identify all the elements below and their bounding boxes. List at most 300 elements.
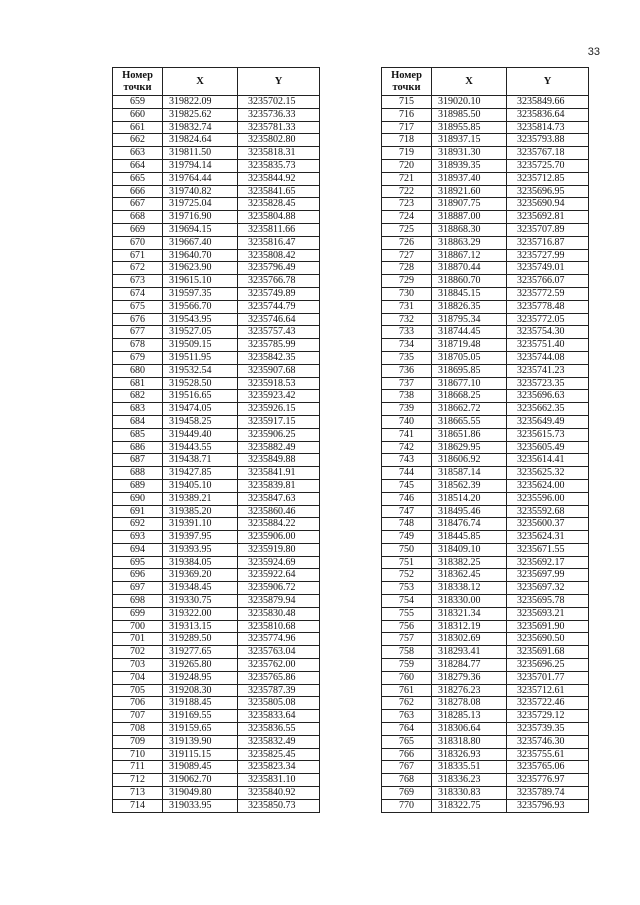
point-number-cell: 754: [382, 595, 432, 608]
x-coordinate-cell: 318744.45: [432, 326, 507, 339]
table-row: [382, 492, 589, 505]
table-row: [113, 262, 320, 275]
table-row: [113, 134, 320, 147]
x-coordinate-cell: 319330.75: [163, 595, 238, 608]
point-number-cell: 689: [113, 479, 163, 492]
point-number-cell: 764: [382, 723, 432, 736]
x-coordinate-cell: 318860.70: [432, 275, 507, 288]
y-coordinate-cell: 3235692.81: [507, 211, 589, 224]
point-number-cell: 687: [113, 454, 163, 467]
y-coordinate-cell: 3235614.41: [507, 454, 589, 467]
y-coordinate-cell: 3235746.64: [238, 313, 320, 326]
y-coordinate-cell: 3235766.07: [507, 275, 589, 288]
point-number-cell: 704: [113, 671, 163, 684]
y-coordinate-cell: 3235772.59: [507, 287, 589, 300]
y-coordinate-cell: 3235802.80: [238, 134, 320, 147]
x-coordinate-cell: 319509.15: [163, 339, 238, 352]
x-coordinate-cell: 319248.95: [163, 671, 238, 684]
table-row: [113, 223, 320, 236]
y-coordinate-cell: 3235832.49: [238, 735, 320, 748]
y-coordinate-cell: 3235744.08: [507, 351, 589, 364]
table-row: [113, 492, 320, 505]
y-coordinate-cell: 3235839.81: [238, 479, 320, 492]
table-row: [113, 595, 320, 608]
x-coordinate-cell: 319597.35: [163, 287, 238, 300]
x-coordinate-cell: 319566.70: [163, 300, 238, 313]
table-row: [113, 287, 320, 300]
y-coordinate-cell: 3235831.10: [238, 774, 320, 787]
x-coordinate-cell: 319393.95: [163, 543, 238, 556]
x-coordinate-cell: 319020.10: [432, 96, 507, 109]
x-coordinate-cell: 319740.82: [163, 185, 238, 198]
point-number-cell: 713: [113, 787, 163, 800]
x-coordinate-cell: 318495.46: [432, 505, 507, 518]
table-row: [382, 723, 589, 736]
table-row: [382, 556, 589, 569]
y-coordinate-cell: 3235814.73: [507, 121, 589, 134]
y-coordinate-cell: 3235841.91: [238, 467, 320, 480]
table-row: [382, 403, 589, 416]
point-number-cell: 660: [113, 108, 163, 121]
y-coordinate-cell: 3235763.04: [238, 646, 320, 659]
y-coordinate-cell: 3235702.15: [238, 96, 320, 109]
table-row: [113, 620, 320, 633]
table-row: [382, 377, 589, 390]
y-coordinate-cell: 3235662.35: [507, 403, 589, 416]
y-coordinate-cell: 3235785.99: [238, 339, 320, 352]
y-coordinate-cell: 3235765.06: [507, 761, 589, 774]
table-row: [113, 364, 320, 377]
x-coordinate-cell: 318907.75: [432, 198, 507, 211]
table-row: [382, 633, 589, 646]
point-number-cell: 692: [113, 518, 163, 531]
coordinates-table-left: [112, 67, 320, 813]
table-row: [113, 339, 320, 352]
point-number-cell: 768: [382, 774, 432, 787]
y-coordinate-cell: 3235765.86: [238, 671, 320, 684]
table-row: [113, 518, 320, 531]
x-coordinate-cell: 319313.15: [163, 620, 238, 633]
table-row: [382, 531, 589, 544]
x-coordinate-cell: 319289.50: [163, 633, 238, 646]
x-coordinate-cell: 319528.50: [163, 377, 238, 390]
point-number-cell: 763: [382, 710, 432, 723]
table-row: [382, 543, 589, 556]
x-coordinate-cell: 318409.10: [432, 543, 507, 556]
point-number-cell: 674: [113, 287, 163, 300]
point-number-cell: 757: [382, 633, 432, 646]
table-row: [113, 121, 320, 134]
table-row: [113, 633, 320, 646]
y-coordinate-cell: 3235754.30: [507, 326, 589, 339]
x-coordinate-cell: 319049.80: [163, 787, 238, 800]
point-number-cell: 668: [113, 211, 163, 224]
point-number-cell: 682: [113, 390, 163, 403]
y-coordinate-cell: 3235793.88: [507, 134, 589, 147]
point-number-cell: 744: [382, 467, 432, 480]
table-row: [382, 607, 589, 620]
table-row: [113, 787, 320, 800]
y-coordinate-cell: 3235836.64: [507, 108, 589, 121]
point-number-cell: 717: [382, 121, 432, 134]
y-coordinate-cell: 3235696.63: [507, 390, 589, 403]
table-row: [113, 659, 320, 672]
point-number-cell: 728: [382, 262, 432, 275]
y-coordinate-cell: 3235696.25: [507, 659, 589, 672]
table-row: [382, 620, 589, 633]
point-number-cell: 753: [382, 582, 432, 595]
y-coordinate-cell: 3235778.48: [507, 300, 589, 313]
x-coordinate-cell: 319115.15: [163, 748, 238, 761]
x-coordinate-cell: 319089.45: [163, 761, 238, 774]
x-coordinate-cell: 318335.51: [432, 761, 507, 774]
point-number-cell: 750: [382, 543, 432, 556]
point-number-cell: 725: [382, 223, 432, 236]
point-number-cell: 665: [113, 172, 163, 185]
y-coordinate-cell: 3235805.08: [238, 697, 320, 710]
point-number-cell: 709: [113, 735, 163, 748]
x-coordinate-cell: 318651.86: [432, 428, 507, 441]
x-coordinate-cell: 318939.35: [432, 159, 507, 172]
x-coordinate-cell: 318321.34: [432, 607, 507, 620]
x-coordinate-cell: 318921.60: [432, 185, 507, 198]
y-coordinate-cell: 3235729.12: [507, 710, 589, 723]
header-y: Y: [238, 68, 320, 96]
y-coordinate-cell: 3235808.42: [238, 249, 320, 262]
table-row: [113, 607, 320, 620]
x-coordinate-cell: 319397.95: [163, 531, 238, 544]
y-coordinate-cell: 3235695.78: [507, 595, 589, 608]
point-number-cell: 685: [113, 428, 163, 441]
point-number-cell: 730: [382, 287, 432, 300]
y-coordinate-cell: 3235776.97: [507, 774, 589, 787]
table-row: [113, 108, 320, 121]
x-coordinate-cell: 319438.71: [163, 454, 238, 467]
y-coordinate-cell: 3235906.72: [238, 582, 320, 595]
y-coordinate-cell: 3235828.45: [238, 198, 320, 211]
point-number-cell: 708: [113, 723, 163, 736]
x-coordinate-cell: 319716.90: [163, 211, 238, 224]
point-number-cell: 732: [382, 313, 432, 326]
point-number-cell: 742: [382, 441, 432, 454]
table-row: [382, 211, 589, 224]
x-coordinate-cell: 319369.20: [163, 569, 238, 582]
point-number-cell: 727: [382, 249, 432, 262]
x-coordinate-cell: 318279.36: [432, 671, 507, 684]
table-row: [382, 582, 589, 595]
x-coordinate-cell: 318845.15: [432, 287, 507, 300]
table-row: [382, 185, 589, 198]
point-number-cell: 679: [113, 351, 163, 364]
table-row: [113, 96, 320, 109]
y-coordinate-cell: 3235691.90: [507, 620, 589, 633]
point-number-cell: 666: [113, 185, 163, 198]
x-coordinate-cell: 319169.55: [163, 710, 238, 723]
x-coordinate-cell: 318330.83: [432, 787, 507, 800]
point-number-cell: 707: [113, 710, 163, 723]
x-coordinate-cell: 318276.23: [432, 684, 507, 697]
x-coordinate-cell: 318306.64: [432, 723, 507, 736]
page-number: 33: [587, 46, 600, 58]
x-coordinate-cell: 319764.44: [163, 172, 238, 185]
y-coordinate-cell: 3235849.88: [238, 454, 320, 467]
point-number-cell: 690: [113, 492, 163, 505]
x-coordinate-cell: 318322.75: [432, 799, 507, 812]
table-row: [382, 96, 589, 109]
table-row: [113, 710, 320, 723]
y-coordinate-cell: 3235830.48: [238, 607, 320, 620]
table-row: [382, 121, 589, 134]
table-row: [382, 198, 589, 211]
y-coordinate-cell: 3235849.66: [507, 96, 589, 109]
table-row: [382, 428, 589, 441]
point-number-cell: 705: [113, 684, 163, 697]
point-number-cell: 699: [113, 607, 163, 620]
y-coordinate-cell: 3235712.61: [507, 684, 589, 697]
x-coordinate-cell: 318868.30: [432, 223, 507, 236]
table-row: [113, 723, 320, 736]
point-number-cell: 696: [113, 569, 163, 582]
table-row: [113, 646, 320, 659]
y-coordinate-cell: 3235774.96: [238, 633, 320, 646]
x-coordinate-cell: 319348.45: [163, 582, 238, 595]
y-coordinate-cell: 3235923.42: [238, 390, 320, 403]
x-coordinate-cell: 319033.95: [163, 799, 238, 812]
x-coordinate-cell: 318826.35: [432, 300, 507, 313]
y-coordinate-cell: 3235924.69: [238, 556, 320, 569]
table-row: [113, 671, 320, 684]
x-coordinate-cell: 318293.41: [432, 646, 507, 659]
y-coordinate-cell: 3235749.01: [507, 262, 589, 275]
table-row: [382, 467, 589, 480]
y-coordinate-cell: 3235762.00: [238, 659, 320, 672]
table-row: [382, 249, 589, 262]
x-coordinate-cell: 318326.93: [432, 748, 507, 761]
table-row: [113, 326, 320, 339]
y-coordinate-cell: 3235907.68: [238, 364, 320, 377]
x-coordinate-cell: 319384.05: [163, 556, 238, 569]
y-coordinate-cell: 3235836.55: [238, 723, 320, 736]
x-coordinate-cell: 318318.80: [432, 735, 507, 748]
x-coordinate-cell: 319277.65: [163, 646, 238, 659]
x-coordinate-cell: 319449.40: [163, 428, 238, 441]
y-coordinate-cell: 3235596.00: [507, 492, 589, 505]
x-coordinate-cell: 318955.85: [432, 121, 507, 134]
point-number-cell: 695: [113, 556, 163, 569]
x-coordinate-cell: 318985.50: [432, 108, 507, 121]
table-row: [382, 313, 589, 326]
table-row: [113, 249, 320, 262]
x-coordinate-cell: 318695.85: [432, 364, 507, 377]
point-number-cell: 751: [382, 556, 432, 569]
point-number-cell: 762: [382, 697, 432, 710]
x-coordinate-cell: 319832.74: [163, 121, 238, 134]
y-coordinate-cell: 3235741.23: [507, 364, 589, 377]
x-coordinate-cell: 318330.00: [432, 595, 507, 608]
point-number-cell: 697: [113, 582, 163, 595]
x-coordinate-cell: 318629.95: [432, 441, 507, 454]
table-row: [382, 646, 589, 659]
point-number-cell: 765: [382, 735, 432, 748]
point-number-cell: 739: [382, 403, 432, 416]
point-number-cell: 680: [113, 364, 163, 377]
y-coordinate-cell: 3235811.66: [238, 223, 320, 236]
table-row: [113, 684, 320, 697]
table-row: [113, 275, 320, 288]
y-coordinate-cell: 3235746.30: [507, 735, 589, 748]
table-row: [113, 428, 320, 441]
x-coordinate-cell: 319822.09: [163, 96, 238, 109]
table-row: [382, 300, 589, 313]
x-coordinate-cell: 318867.12: [432, 249, 507, 262]
table-row: [382, 595, 589, 608]
point-number-cell: 748: [382, 518, 432, 531]
table-row: [382, 390, 589, 403]
table-row: [382, 415, 589, 428]
table-row: [113, 403, 320, 416]
table-row: [382, 147, 589, 160]
y-coordinate-cell: 3235835.73: [238, 159, 320, 172]
y-coordinate-cell: 3235818.31: [238, 147, 320, 160]
y-coordinate-cell: 3235840.92: [238, 787, 320, 800]
table-row: [382, 505, 589, 518]
table-row: [113, 582, 320, 595]
y-coordinate-cell: 3235918.53: [238, 377, 320, 390]
point-number-cell: 675: [113, 300, 163, 313]
x-coordinate-cell: 318665.55: [432, 415, 507, 428]
x-coordinate-cell: 318362.45: [432, 569, 507, 582]
point-number-cell: 733: [382, 326, 432, 339]
point-number-cell: 671: [113, 249, 163, 262]
y-coordinate-cell: 3235847.63: [238, 492, 320, 505]
y-coordinate-cell: 3235736.33: [238, 108, 320, 121]
point-number-cell: 684: [113, 415, 163, 428]
x-coordinate-cell: 318302.69: [432, 633, 507, 646]
x-coordinate-cell: 318937.15: [432, 134, 507, 147]
table-row: [113, 198, 320, 211]
y-coordinate-cell: 3235842.35: [238, 351, 320, 364]
table-row: [382, 697, 589, 710]
point-number-cell: 701: [113, 633, 163, 646]
y-coordinate-cell: 3235919.80: [238, 543, 320, 556]
point-number-cell: 735: [382, 351, 432, 364]
point-number-cell: 724: [382, 211, 432, 224]
table-row: [113, 531, 320, 544]
table-row: [113, 441, 320, 454]
table-row: [382, 275, 589, 288]
y-coordinate-cell: 3235739.35: [507, 723, 589, 736]
x-coordinate-cell: 319139.90: [163, 735, 238, 748]
y-coordinate-cell: 3235781.33: [238, 121, 320, 134]
table-row: [113, 172, 320, 185]
y-coordinate-cell: 3235757.43: [238, 326, 320, 339]
point-number-cell: 737: [382, 377, 432, 390]
table-row: [382, 172, 589, 185]
y-coordinate-cell: 3235712.85: [507, 172, 589, 185]
point-number-cell: 688: [113, 467, 163, 480]
table-row: [382, 339, 589, 352]
point-number-cell: 759: [382, 659, 432, 672]
table-row: [382, 799, 589, 812]
y-coordinate-cell: 3235767.18: [507, 147, 589, 160]
point-number-cell: 761: [382, 684, 432, 697]
table-row: [382, 787, 589, 800]
x-coordinate-cell: 318719.48: [432, 339, 507, 352]
x-coordinate-cell: 318677.10: [432, 377, 507, 390]
point-number-cell: 661: [113, 121, 163, 134]
point-number-cell: 743: [382, 454, 432, 467]
x-coordinate-cell: 319825.62: [163, 108, 238, 121]
table-row: [382, 441, 589, 454]
header-point-number: Номер точки: [113, 68, 163, 96]
x-coordinate-cell: 319159.65: [163, 723, 238, 736]
table-row: [382, 684, 589, 697]
y-coordinate-cell: 3235796.49: [238, 262, 320, 275]
table-row: [113, 351, 320, 364]
y-coordinate-cell: 3235690.94: [507, 198, 589, 211]
point-number-cell: 694: [113, 543, 163, 556]
y-coordinate-cell: 3235906.00: [238, 531, 320, 544]
y-coordinate-cell: 3235605.49: [507, 441, 589, 454]
point-number-cell: 736: [382, 364, 432, 377]
table-row: [382, 223, 589, 236]
x-coordinate-cell: 319615.10: [163, 275, 238, 288]
x-coordinate-cell: 318382.25: [432, 556, 507, 569]
table-row: [113, 467, 320, 480]
y-coordinate-cell: 3235725.70: [507, 159, 589, 172]
table-row: [113, 799, 320, 812]
table-row: [113, 147, 320, 160]
table-row: [382, 748, 589, 761]
point-number-cell: 722: [382, 185, 432, 198]
table-row: [113, 774, 320, 787]
x-coordinate-cell: 318937.40: [432, 172, 507, 185]
table-row: [382, 326, 589, 339]
y-coordinate-cell: 3235697.99: [507, 569, 589, 582]
point-number-cell: 706: [113, 697, 163, 710]
x-coordinate-cell: 319794.14: [163, 159, 238, 172]
table-row: [113, 211, 320, 224]
y-coordinate-cell: 3235825.45: [238, 748, 320, 761]
point-number-cell: 710: [113, 748, 163, 761]
y-coordinate-cell: 3235884.22: [238, 518, 320, 531]
point-number-cell: 747: [382, 505, 432, 518]
x-coordinate-cell: 319824.64: [163, 134, 238, 147]
x-coordinate-cell: 318870.44: [432, 262, 507, 275]
y-coordinate-cell: 3235796.93: [507, 799, 589, 812]
y-coordinate-cell: 3235906.25: [238, 428, 320, 441]
point-number-cell: 686: [113, 441, 163, 454]
point-number-cell: 700: [113, 620, 163, 633]
x-coordinate-cell: 319516.65: [163, 390, 238, 403]
x-coordinate-cell: 318587.14: [432, 467, 507, 480]
point-number-cell: 760: [382, 671, 432, 684]
point-number-cell: 755: [382, 607, 432, 620]
x-coordinate-cell: 318476.74: [432, 518, 507, 531]
coordinates-table-right: [381, 67, 589, 813]
point-number-cell: 766: [382, 748, 432, 761]
point-number-cell: 729: [382, 275, 432, 288]
point-number-cell: 702: [113, 646, 163, 659]
point-number-cell: 669: [113, 223, 163, 236]
table-row: [113, 415, 320, 428]
point-number-cell: 741: [382, 428, 432, 441]
y-coordinate-cell: 3235691.68: [507, 646, 589, 659]
y-coordinate-cell: 3235926.15: [238, 403, 320, 416]
y-coordinate-cell: 3235751.40: [507, 339, 589, 352]
y-coordinate-cell: 3235816.47: [238, 236, 320, 249]
point-number-cell: 719: [382, 147, 432, 160]
